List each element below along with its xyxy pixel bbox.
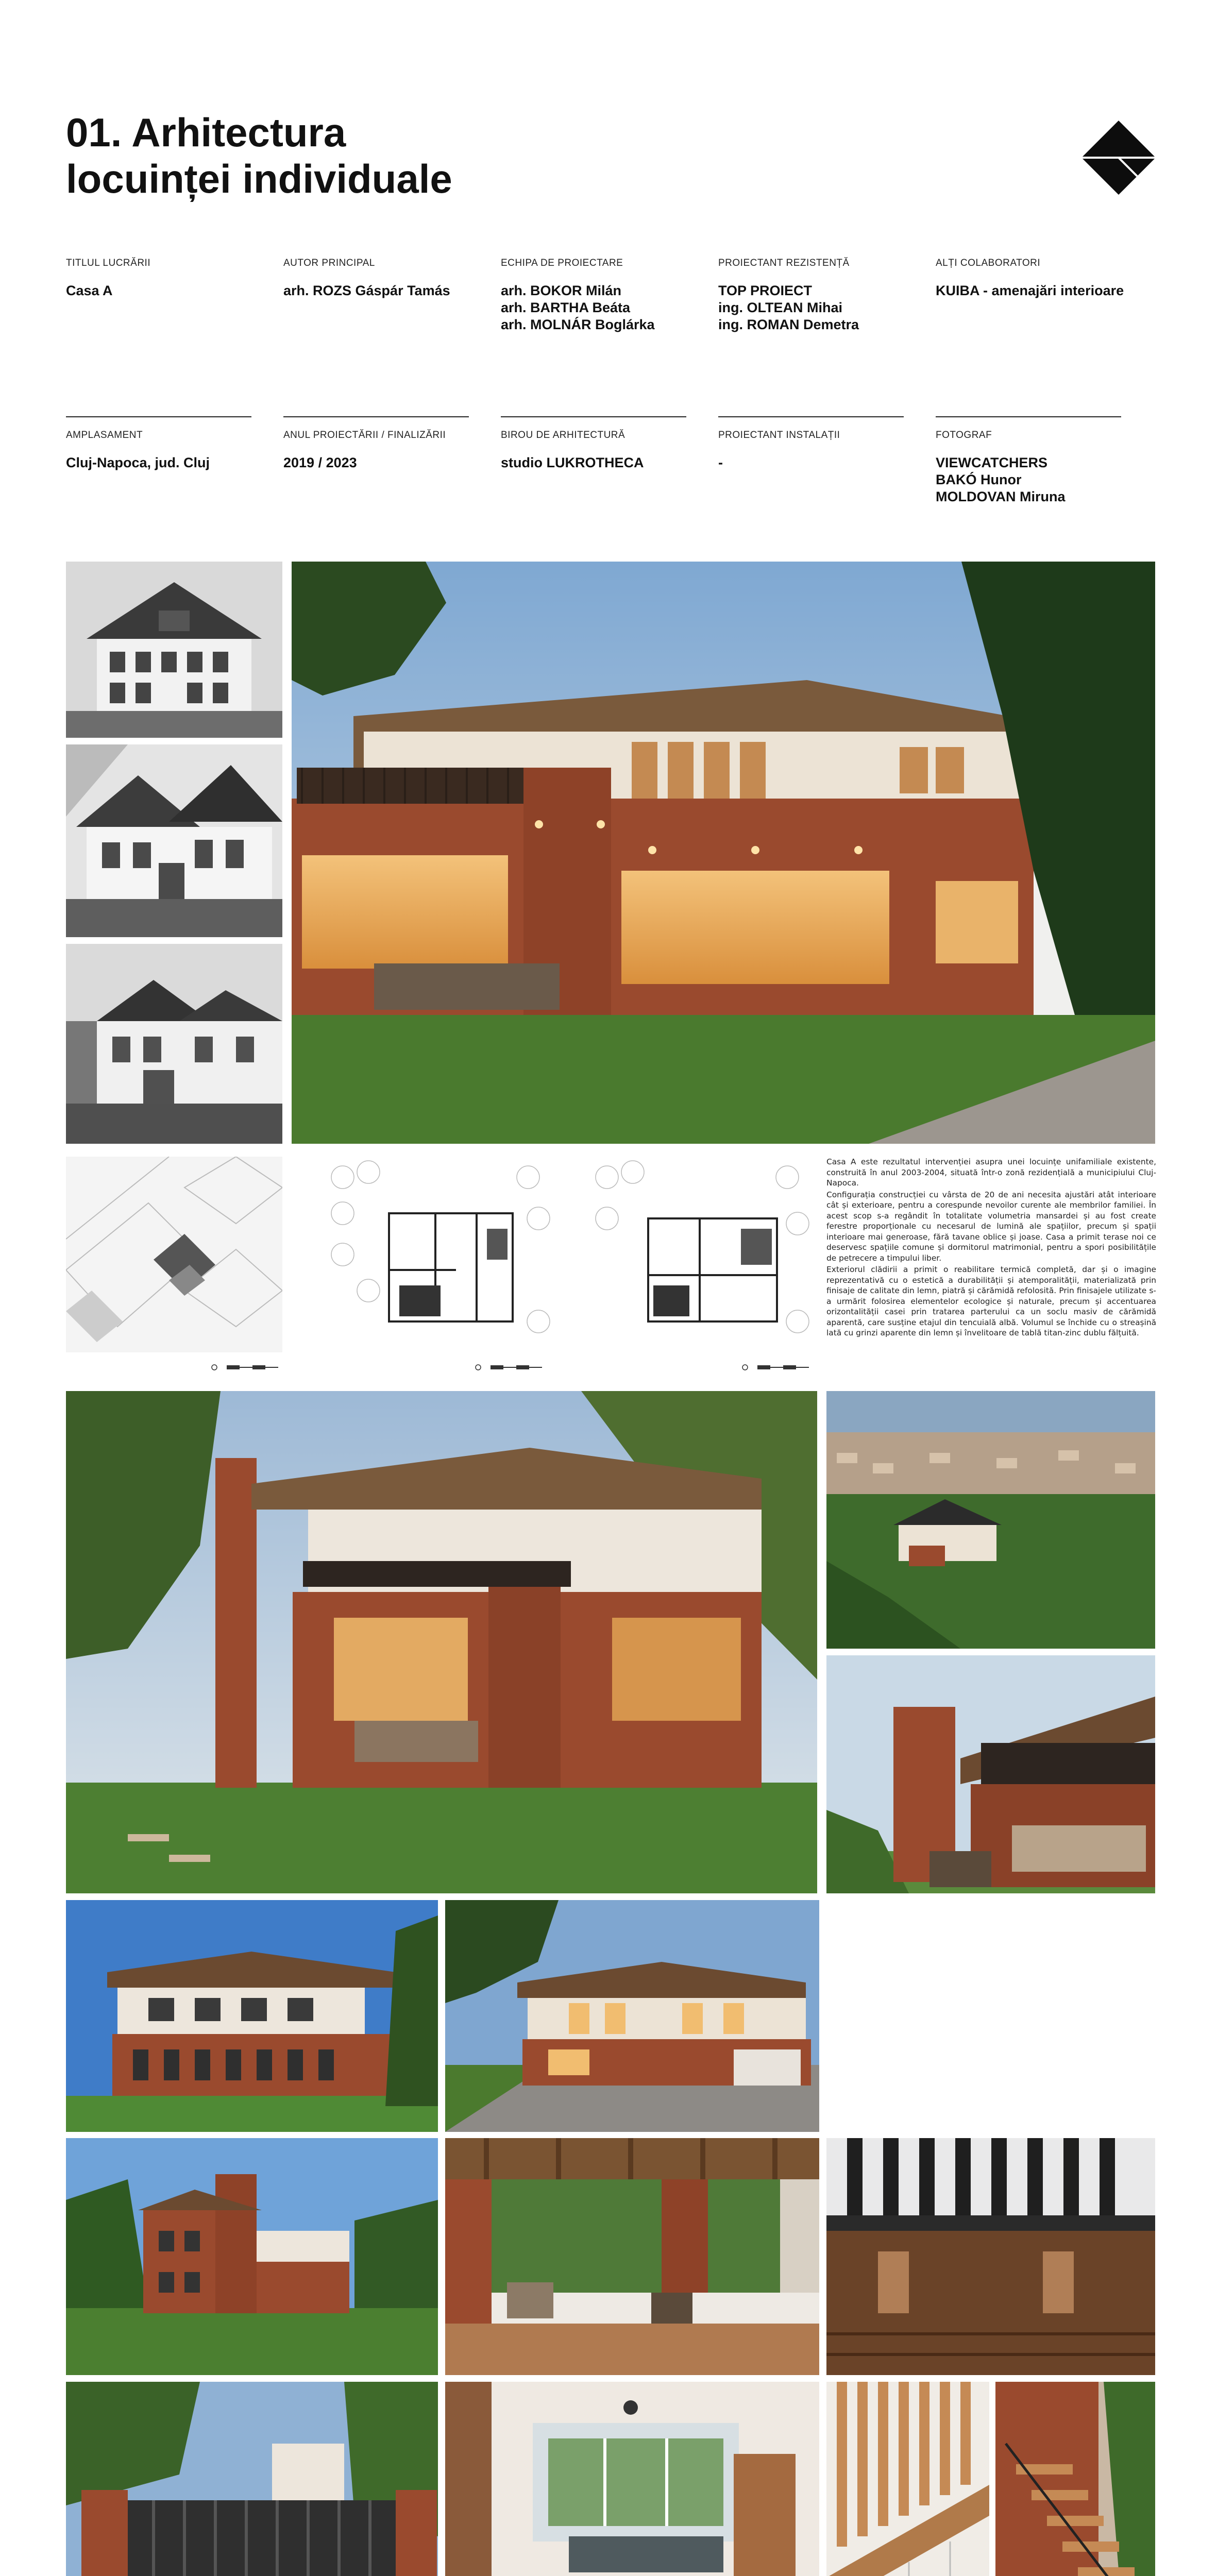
description-paragraph-2: Configurația construcției cu vârsta de 20 de ani necesita ajustări atât interioare cât și exterioare, pentru a corespunde nevoilor curente ale membrilor familiei. În acest scop s-a regândit în totalitate volumetria mansardei și au fost create ferestre proporționale cu necesarul de lumină ale spațiilor, precum și spații interioare mai generoase, fără tavane oblice și joase. Casa a primit terase noi ce deservesc spațiile comune și dormitorul matrimonial, pentru a spori posibilitățile de petrecere a timpului liber. [826, 1190, 1156, 1263]
meta-office: BIROU DE ARHITECTURĂ studio LUKROTHECA [501, 430, 644, 470]
meta-team: ECHIPA DE PROIECTARE arh. BOKOR Milán arh. BARTHA Beáta arh. MOLNÁR Boglárka [501, 258, 655, 332]
site-plan-drawing [66, 1157, 282, 1352]
diamond-logo-icon [1080, 120, 1157, 196]
before-photo-3 [66, 944, 282, 1144]
project-meta-row-1 [66, 258, 1153, 333]
before-photo-2 [66, 744, 282, 937]
meta-location: AMPLASAMENT Cluj-Napoca, jud. Cluj [66, 430, 210, 470]
exterior-stair-photo [995, 2382, 1155, 2576]
project-meta-row-2 [66, 416, 1153, 505]
scale-bar-icon [475, 1364, 547, 1370]
chimney-terrace-photo [826, 1655, 1155, 1893]
scale-bar-icon [211, 1364, 283, 1370]
meta-year: ANUL PROIECTĂRII / FINALIZĂRII 2019 / 2023 [283, 430, 446, 470]
scale-bar-icon [742, 1364, 814, 1370]
eaves-detail-photo [826, 2138, 1155, 2375]
before-photo-1 [66, 562, 282, 738]
hero-exterior-photo [292, 562, 1155, 1144]
meta-structural: PROIECTANT REZISTENȚĂ TOP PROIECT ing. OLTEAN Mihai ing. ROMAN Demetra [718, 258, 859, 332]
side-elevation-photo [66, 2138, 438, 2375]
front-facade-photo [66, 1900, 438, 2132]
meta-collaborators: ALȚI COLABORATORI KUIBA - amenajări interioare [936, 258, 1124, 298]
terrace-exterior-photo [66, 1391, 817, 1893]
upper-floor-plan-drawing [591, 1157, 813, 1352]
meta-author: AUTOR PRINCIPAL arh. ROZS Gáspár Tamás [283, 258, 450, 298]
aerial-photo [826, 1391, 1155, 1649]
covered-terrace-photo [445, 2138, 819, 2375]
description-paragraph-1: Casa A este rezultatul intervenției asupra unei locuințe unifamiliale existente, construită în anul 2003-2004, situată într-o zonă rezidențială a municipiului Cluj-Napoca. [826, 1157, 1156, 1188]
project-description [826, 1157, 1156, 1340]
staircase-photo [826, 2382, 989, 2576]
title-line-1: 01. Arhitectura [66, 110, 346, 155]
meta-photographer: FOTOGRAF VIEWCATCHERS BAKÓ Hunor MOLDOVAN Miruna [936, 430, 1066, 504]
title-line-2: locuinței individuale [66, 156, 452, 201]
ground-floor-plan-drawing [322, 1157, 554, 1352]
evening-garage-photo [445, 1900, 819, 2132]
meta-title: TITLUL LUCRĂRII Casa A [66, 258, 151, 298]
meta-installations: PROIECTANT INSTALAȚII - [718, 430, 840, 470]
description-paragraph-3: Exteriorul clădirii a primit o reabilitare termică completă, dar și o imagine reprezentativă cu o estetică a durabilității și atemporalității, materializată prin finisaje de calitate din lemn, piatră și cărămidă refolosită. Prin finisajele utilizate s-a urmărit folosirea elementelor ecologice și naturale, precum și accentuarea orizontalității casei prin tratarea parterului ca un soclu masiv de cărămidă aparentă, care susține etajul din tencuială albă. Volumul se închide cu o streașină lată cu grinzi aparente din lemn și învelitoare de tablă titan-zinc dublu fălțuită. [826, 1265, 1156, 1337]
living-room-photo [445, 2382, 819, 2576]
page-title [66, 109, 452, 202]
gate-photo [66, 2382, 438, 2576]
